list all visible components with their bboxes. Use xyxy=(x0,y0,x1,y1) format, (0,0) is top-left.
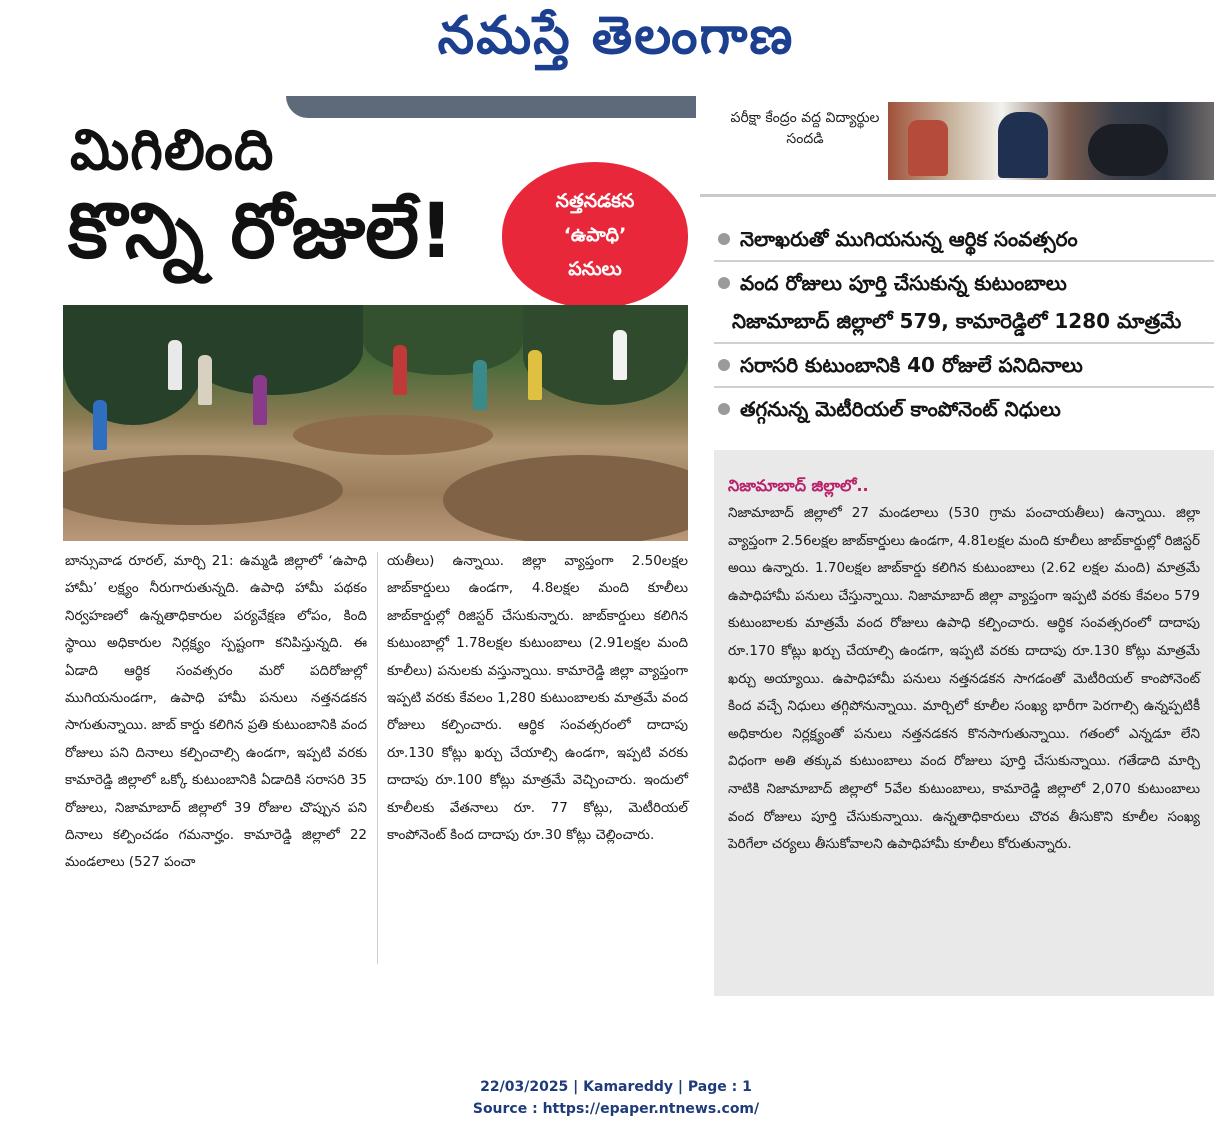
footer-source-line: Source : https://epaper.ntnews.com/ xyxy=(472,1101,760,1117)
sidebar-heading: నిజామాబాద్ జిల్లాలో.. xyxy=(728,476,869,495)
bullet-item: తగ్గనున్న మెటీరియల్ కాంపోనెంట్ నిధులు xyxy=(714,388,1214,432)
article-column-1 xyxy=(65,548,367,877)
column-divider xyxy=(377,552,378,964)
headline-line2: కొన్ని రోజులే! xyxy=(68,186,454,275)
bullet-item: నిజామాబాద్ జిల్లాలో 579, కామారెడ్డిలో 1280 మాత్రమే xyxy=(714,300,1214,344)
badge-line2: ‘ఉపాధి’ xyxy=(563,224,627,246)
top-photo-caption: పరీక్షా కేంద్రం వద్ద విద్యార్థుల సందడి xyxy=(730,110,880,147)
bullet-item: వంద రోజులు పూర్తి చేసుకున్న కుటుంబాలు xyxy=(714,262,1214,300)
bullet-list xyxy=(714,218,1214,432)
section-divider xyxy=(700,194,1216,197)
footer-date-line: 22/03/2025 | Kamareddy | Page : 1 xyxy=(480,1079,752,1095)
headline-line1: మిగిలింది xyxy=(70,118,275,183)
badge-line1: నత్తనడకన xyxy=(555,190,635,212)
main-photo xyxy=(63,305,688,541)
bullet-dot-icon xyxy=(718,359,730,371)
top-photo xyxy=(888,102,1214,180)
bullet-item: సరాసరి కుటుంబానికి 40 రోజులే పనిదినాలు xyxy=(714,344,1214,388)
article-text: బాన్సువాడ రూరల్, మార్చి 21: ఉమ్మడి జిల్లాలో ‘ఉపాధి హామీ’ లక్ష్యం నీరుగారుతున్నది. ఉపాధి హామీ పథకం నిర్వహణలో ఉన్నతాధికారుల పర్యవేక్షణ లోపం, కింది స్థాయి అధికారుల నిర్లక్ష్యం స్పష్టంగా కనిపిస్తున్నది. ఈ ఏడాది ఆర్థిక సంవత్సరం మరో పదిరోజుల్లో ముగియనుండగా, ఉపాధి హామీ పనులు నత్తనడకన సాగుతున్నాయి. జాబ్ కార్డు కలిగిన ప్రతి కుటుంబానికి వంద రోజులు పని దినాలు కల్పించాల్సి ఉండగా, ఇప్పటి వరకు కామారెడ్డి జిల్లాలో ఒక్కో కుటుంబానికి ఏడాదికి సరాసరి 35 రోజులు, నిజామాబాద్ జిల్లాలో 39 రోజుల చొప్పున పని దినాలు కల్పించడం గమనార్హం. కామారెడ్డి జిల్లాలో 22 మండలాలు (527 పంచా xyxy=(65,553,367,871)
article-column-2 xyxy=(387,548,688,849)
page-footer xyxy=(0,1076,1232,1120)
article-text: యతీలు) ఉన్నాయి. జిల్లా వ్యాప్తంగా 2.50లక్షల జాబ్‌కార్డులు ఉండగా, 4.8లక్షల మంది కూలీలు జాబ్‌కార్డుల్లో రిజిస్టర్ చేసుకున్నారు. జాబ్‌కార్డులు కలిగిన కుటుంబాల్లో 1.78లక్షల కుటుంబాలు (2.91లక్షల మంది కూలీలు) పనులకు వస్తున్నాయి. కామారెడ్డి జిల్లా వ్యాప్తంగా ఇప్పటి వరకు కేవలం 1,280 కుటుంబాలకు మాత్రమే వంద రోజులు కల్పించారు. ఆర్థిక సంవత్సరంలో దాదాపు రూ.130 కోట్లు ఖర్చు చేయాల్సి ఉండగా, ఇప్పటి వరకు దాదాపు రూ.100 కోట్లు మాత్రమే వెచ్చించారు. ఇందులో కూలీలకు వేతనాలు రూ. 77 కోట్లు, మెటీరియల్ కాంపోనెంట్ కింద దాదాపు రూ.30 కోట్లు చెల్లించారు. xyxy=(387,553,688,844)
decorative-arc xyxy=(286,96,696,118)
bullet-item: నెలాఖరుతో ముగియనున్న ఆర్థిక సంవత్సరం xyxy=(714,218,1214,262)
bullet-dot-icon xyxy=(718,277,730,289)
masthead-title: నమస్తే తెలంగాణ xyxy=(437,6,795,66)
red-badge xyxy=(502,162,688,308)
badge-line3: పనులు xyxy=(568,258,622,280)
bullet-dot-icon xyxy=(718,403,730,415)
sidebar-text: నిజామాబాద్ జిల్లాలో 27 మండలాలు (530 గ్రామ పంచాయతీలు) ఉన్నాయి. జిల్లా వ్యాప్తంగా 2.56లక్షల జాబ్‌కార్డులు ఉండగా, 4.81లక్షల మంది కూలీలు జాబ్‌కార్డుల్లో రిజిస్టర్ అయి ఉన్నారు. 1.70లక్షల జాబ్‌కార్డు కలిగిన కుటుంబాలు (2.62 లక్షల మంది) మాత్రమే ఉపాధిహామీ పనులు చేస్తున్నాయి. నిజామాబాద్ జిల్లా వ్యాప్తంగా ఇప్పటి వరకు కేవలం 579 కుటుంబాలకు మాత్రమే వంద రోజులు ఉపాధి కల్పించారు. ఆర్థిక సంవత్సరంలో దాదాపు రూ.170 కోట్లు ఖర్చు చేయాల్సి ఉండగా, ఇప్పటి వరకు దాదాపు రూ.130 కోట్లు మాత్రమే ఖర్చు అయ్యాయి. ఉపాధిహామీ పనులు నత్తనడకన సాగడంతో మెటీరియల్ కాంపోనెంట్ కింద వచ్చే నిధులు తగ్గిపోనున్నాయి. మార్చిలో కూలీల సంఖ్య భారీగా పెరగాల్సి ఉన్నప్పటికీ అధికారుల నిర్లక్ష్యంతో పనులు నత్తనడకన కొనసాగుతున్నాయి. గతంలో ఎన్నడూ లేని విధంగా అతి తక్కువ కుటుంబాలు వంద రోజులు పూర్తి చేసుకున్నాయి. గతేడాది మార్చి నాటికి నిజామాబాద్ జిల్లాలో 5వేల కుటుంబాలు, కామారెడ్డి జిల్లాలో 2,070 కుటుంబాలు వంద రోజులు పూర్తి చేసుకున్నాయి. ఉన్నతాధికారులు చొరవ తీసుకొని కూలీల సంఖ్య పెరిగేలా చర్యలు తీసుకోవాలని ఉపాధిహామీ కూలీలు కోరుతున్నారు. xyxy=(728,505,1200,853)
bullet-dot-icon xyxy=(718,233,730,245)
